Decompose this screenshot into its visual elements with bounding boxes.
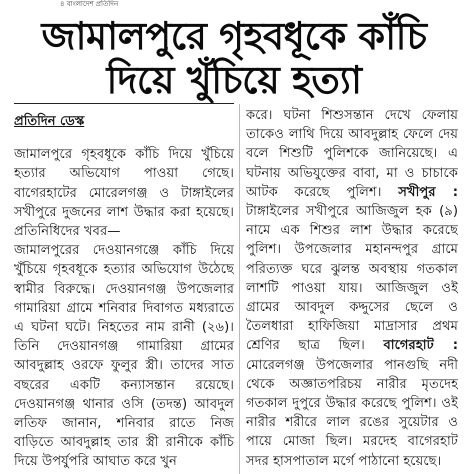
headline-line-2: দিয়ে খুঁচিয়ে হত্যা xyxy=(106,58,362,102)
subhead-sakhipur: সখীপুর : xyxy=(398,184,458,200)
right-column xyxy=(246,106,458,474)
dateline: প্রতিদিন ডেস্ক xyxy=(14,114,85,129)
headline xyxy=(0,14,468,102)
continuation-text: করে। ঘটনা শিশুসন্তান দেখে ফেলায় তাকেও লাথি দিয়ে আবদুল্লাহ ফেলে দেয় বলে শিশুটি পুলিশকে জানিয়েছে। এ ঘটনায় অভিযুক্তের বাবা, মা ও চাচাকে আটক করেছে পুলিশ। xyxy=(246,108,458,200)
bagerhat-text: মোরেলগঞ্জ উপজেলার পানগুছি নদী থেকে অজ্ঞাতপরিচয় নারীর মৃতদেহ গতকাল দুপুরে উদ্ধার করেছে পুলিশ। ওই নারীর শরীরে লাল রঙের সুয়েটার ও পায়ে মোজা ছিল। মরদেহ বাগেরহাট সদর হাসপাতাল মর্গে পাঠানো হয়েছে। xyxy=(246,357,458,469)
header-strip: ৪ বাংলাদেশ প্রতিদিন xyxy=(60,0,119,8)
left-rule xyxy=(14,103,234,104)
headline-line-1: জামালপুরে গৃহবধূকে কাঁচি xyxy=(41,14,427,58)
jamalpur-paragraph: জামালপুরের দেওয়ানগঞ্জে কাঁচি দিয়ে খুঁচিয়ে গৃহবধূকে হত্যার অভিযোগ উঠেছে স্বামীর বিরুদ্ধে। দেওয়ানগঞ্জ উপজেলার গামারিয়া গ্রামে শনিবার দিবাগত মধ্যরাতে এ ঘটনা ঘটে। নিহতের নাম রানী (২৬)। তিনি দেওয়ানগঞ্জ গামারিয়া গ্রামের আবদুল্লাহ ওরফে ফুলুর স্ত্রী। তাদের সাত বছরের একটি কন্যাসন্তান রয়েছে। দেওয়ানগঞ্জ থানার ওসি (তদন্ত) আবদুল লতিফ জানান, শনিবার রাতে নিজ বাড়িতে আবদুল্লাহ তার স্ত্রী রানীকে কাঁচি দিয়ে উপর্যুপরি আঘাত করে খুন xyxy=(14,243,234,470)
column-separator xyxy=(239,104,240,474)
sakhipur-text: টাঙ্গাইলের সখীপুরে আজিজুল হক (৯) নামে এক শিশুর লাশ উদ্ধার করেছে পুলিশ। উপজেলার মহানন্দপুর গ্রামে পরিত্যক্ত ঘরে ঝুলন্ত অবস্থায় গতকাল লাশটি পাওয়া যায়। আজিজুল ওই গ্রামের আবদুল কদ্দুসের ছেলে ও তৈলধারা হাফিজিয়া মাদ্রাসার প্রথম শ্রেণির ছাত্র ছিল। xyxy=(246,204,458,354)
subhead-bagerhat: বাগেরহাট : xyxy=(383,338,458,354)
right-paragraph xyxy=(246,106,458,471)
intro-paragraph: জামালপুরে গৃহবধূকে কাঁচি দিয়ে খুঁচিয়ে হত্যার অভিযোগ পাওয়া গেছে। বাগেরহাটের মোরেলগঞ্জ ও টাঙ্গাইলের সখীপুরে দুজনের লাশ উদ্ধার করা হয়েছে। প্রতিনিধিদের খবর— xyxy=(14,147,234,240)
left-column xyxy=(14,112,234,474)
